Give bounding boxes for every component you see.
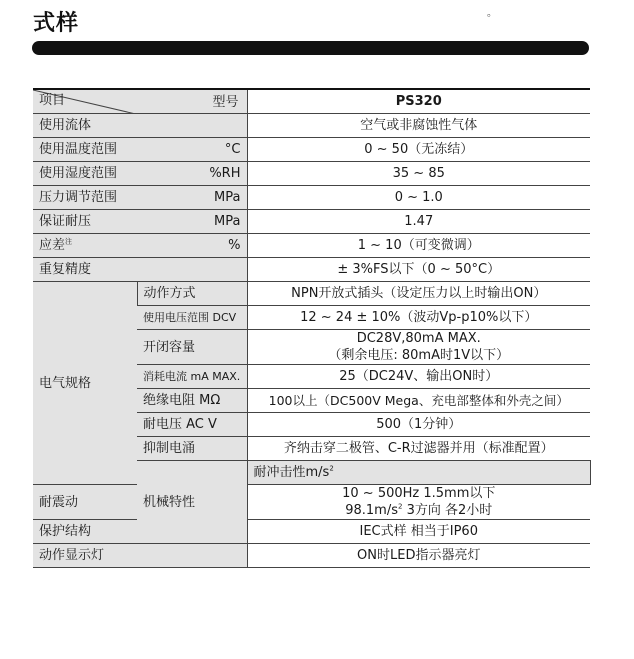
sub-label: 动作方式 (137, 282, 247, 306)
value-line: DC28V,80mA MAX. (356, 331, 481, 346)
row-label: 动作显示灯 (33, 544, 247, 568)
superscript: 2 (329, 464, 334, 473)
dot-mark: 。 (487, 8, 497, 19)
table-row (33, 258, 590, 282)
row-label: 使用流体 (33, 114, 247, 138)
sub-label: 耐震动 (33, 485, 137, 520)
row-value: ± 3%FS以下（0 ~ 50°C） (247, 258, 590, 282)
table-row (33, 282, 590, 306)
row-value: NPN开放式插头（设定压力以上时输出ON） (247, 282, 590, 306)
value-line: （剩余电压: 80mA时1V以下） (328, 348, 510, 363)
table-row (33, 138, 590, 162)
table-row (33, 520, 590, 544)
table-row (33, 186, 590, 210)
row-value (247, 485, 590, 520)
row-value: 1 ~ 10（可变微调） (247, 234, 590, 258)
value-line: 10 ~ 500Hz 1.5mm以下 (342, 486, 496, 501)
model-label: 型号 (212, 95, 239, 110)
row-value: 0 ~ 1.0 (247, 186, 590, 210)
row-unit: MPa (214, 214, 241, 229)
model-name: PS320 (247, 89, 590, 114)
row-value: IEC式样 相当于IP60 (247, 520, 590, 544)
row-value: 12 ~ 24 ± 10%（波动Vp-p10%以下） (247, 306, 590, 330)
row-label: 应差$^注$ % (33, 234, 247, 258)
spec-table (33, 88, 590, 568)
row-value: 25（DC24V、输出ON时） (247, 365, 590, 389)
table-row (33, 114, 590, 138)
row-value (247, 330, 590, 365)
row-value: 空气或非腐蚀性气体 (247, 114, 590, 138)
row-value: 35 ~ 85 (247, 162, 590, 186)
row-label: 使用温度范围 °C (33, 138, 247, 162)
header-row (33, 89, 590, 114)
row-value: 齐纳击穿二极管、C-R过滤器并用（标准配置） (247, 437, 590, 461)
table-row (33, 210, 590, 234)
page-title: 式样 (33, 11, 80, 36)
table-row (33, 544, 590, 568)
row-value: 500（1分钟） (247, 413, 590, 437)
row-value: 100以上（DC500V Mega、充电部整体和外壳之间） (247, 389, 590, 413)
sub-label: 耐电压 AC V (137, 413, 247, 437)
table-row (33, 485, 590, 520)
title-bar (32, 41, 589, 55)
superscript: 2 (397, 502, 403, 511)
note-mark: 注 (65, 237, 73, 246)
mechanical-label: 机械特性 (137, 461, 247, 544)
sub-label: 消耗电流 mA MAX. (137, 365, 247, 389)
row-value: ON时LED指示器亮灯 (247, 544, 590, 568)
sub-label: 绝缘电阻 MΩ (137, 389, 247, 413)
row-unit: % (228, 238, 241, 253)
row-value: 1.47 (247, 210, 590, 234)
table-row (33, 162, 590, 186)
item-label: 项目 (39, 93, 66, 108)
value-line: $98.1m/s^2$ 3方向 各2小时 (345, 502, 493, 518)
row-unit: °C (224, 142, 241, 157)
row-label: 使用湿度范围 %RH (33, 162, 247, 186)
row-unit: %RH (209, 166, 241, 181)
row-value: 0 ~ 50（无冻结） (247, 138, 590, 162)
sub-label: 使用电压范围 DCV (137, 306, 247, 330)
row-label: 压力调节范围 MPa (33, 186, 247, 210)
row-unit: MPa (214, 190, 241, 205)
header-diagonal-cell (33, 89, 247, 114)
row-label: 重复精度 (33, 258, 247, 282)
sub-label: 开闭容量 (137, 330, 247, 365)
row-label: 保证耐压 MPa (33, 210, 247, 234)
sub-label: 抑制电涌 (137, 437, 247, 461)
table-row (33, 234, 590, 258)
sub-label: 耐冲击性$m/s^2$ (247, 461, 590, 485)
electrical-label: 电气规格 (33, 282, 137, 485)
sub-label: 保护结构 (33, 520, 137, 544)
